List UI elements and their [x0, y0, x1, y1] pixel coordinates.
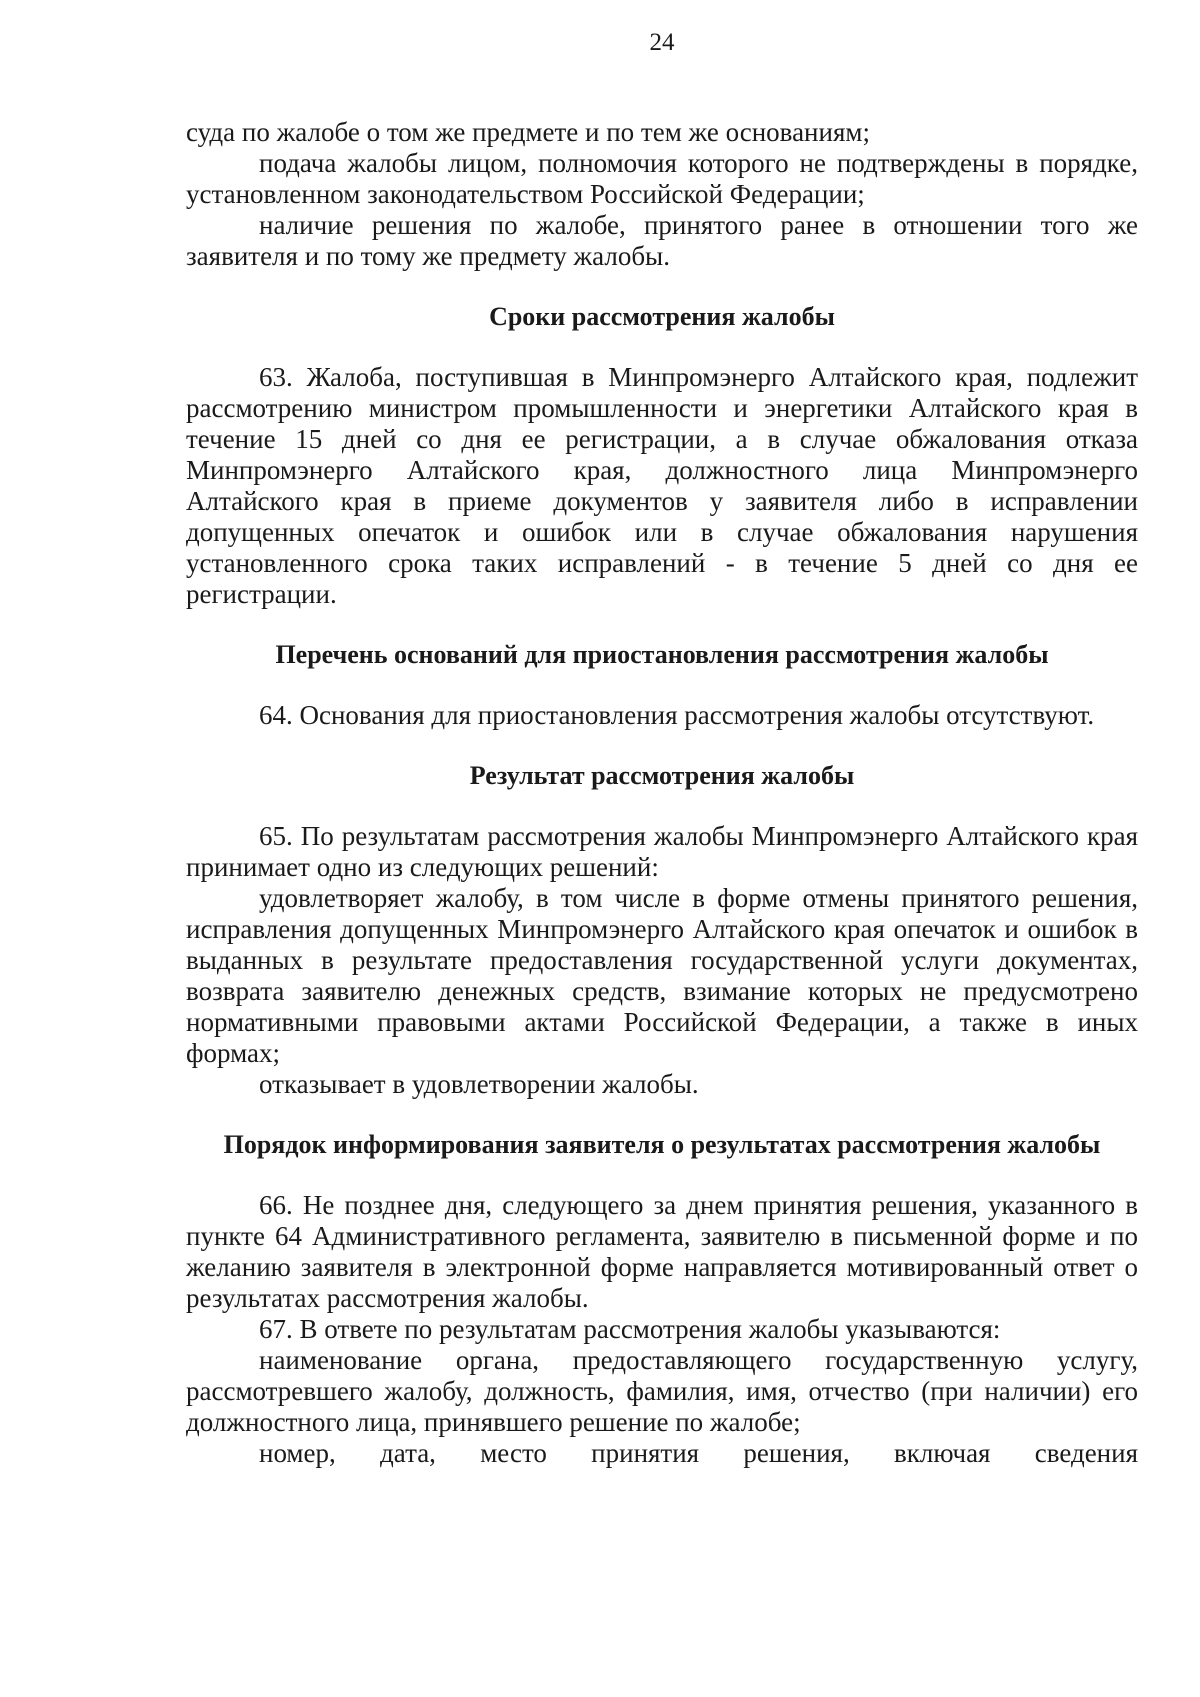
page-number: 24 [649, 29, 675, 56]
paragraph-63: 63. Жалоба, поступившая в Минпромэнерго Алтайского края, подлежит рассмотрению министром промышленности и энергетики Алтайского края в течение 15 дней со дня ее регистрации, а в случае обжалования отказа Минпромэнерго Алтайского края, должностного лица Минпромэнерго Алтайского края в приеме документов у заявителя либо в исправлении допущенных опечаток и ошибок или в случае обжалования нарушения установленного срока таких исправлений - в течение 5 дней со дня ее регистрации. [186, 362, 1138, 609]
heading-suspension-grounds: Перечень оснований для приостановления рассмотрения жалобы [275, 640, 1049, 669]
heading-informing-procedure: Порядок информирования заявителя о результатах рассмотрения жалобы [223, 1130, 1101, 1159]
paragraph-64: 64. Основания для приостановления рассмотрения жалобы отсутствуют. [259, 700, 1095, 730]
intro-item-authority: подача жалобы лицом, полномочия которого не подтверждены в порядке, установленном законодательством Российской Федерации; [186, 148, 1138, 209]
option-satisfy-complaint: удовлетворяет жалобу, в том числе в форме отмены принятого решения, исправления допущенных Минпромэнерго Алтайского края опечаток и ошибок в выданных в результате предоставления государственной услуги документах, возврата заявителю денежных средств, взимание которых не предусмотрено нормативными правовыми актами Российской Федерации, а также в иных формах; [186, 883, 1138, 1068]
document-page [186, 0, 1138, 1697]
option-refuse-complaint: отказывает в удовлетворении жалобы. [259, 1069, 699, 1099]
paragraph-65: 65. По результатам рассмотрения жалобы Минпромэнерго Алтайского края принимает одно из следующих решений: [186, 821, 1138, 882]
intro-line-court: суда по жалобе о том же предмете и по тем же основаниям; [186, 117, 870, 147]
paragraph-66: 66. Не позднее дня, следующего за днем принятия решения, указанного в пункте 64 Административного регламента, заявителю в письменной форме и по желанию заявителя в электронной форме направляется мотивированный ответ о результатах рассмотрения жалобы. [186, 1190, 1138, 1313]
item-organ-name: наименование органа, предоставляющего государственную услугу, рассмотревшего жалобу, должность, фамилия, имя, отчество (при наличии) его должностного лица, принявшего решение по жалобе; [186, 1345, 1138, 1437]
heading-review-result: Результат рассмотрения жалобы [469, 761, 855, 790]
item-decision-number: номер, дата, место принятия решения, включая сведения [259, 1438, 1138, 1468]
heading-review-terms: Сроки рассмотрения жалобы [489, 302, 835, 331]
intro-item-prior-decision: наличие решения по жалобе, принятого ранее в отношении того же заявителя и по тому же предмету жалобы. [186, 210, 1138, 271]
document-body [186, 117, 1138, 1469]
paragraph-67: 67. В ответе по результатам рассмотрения жалобы указываются: [259, 1314, 1001, 1344]
